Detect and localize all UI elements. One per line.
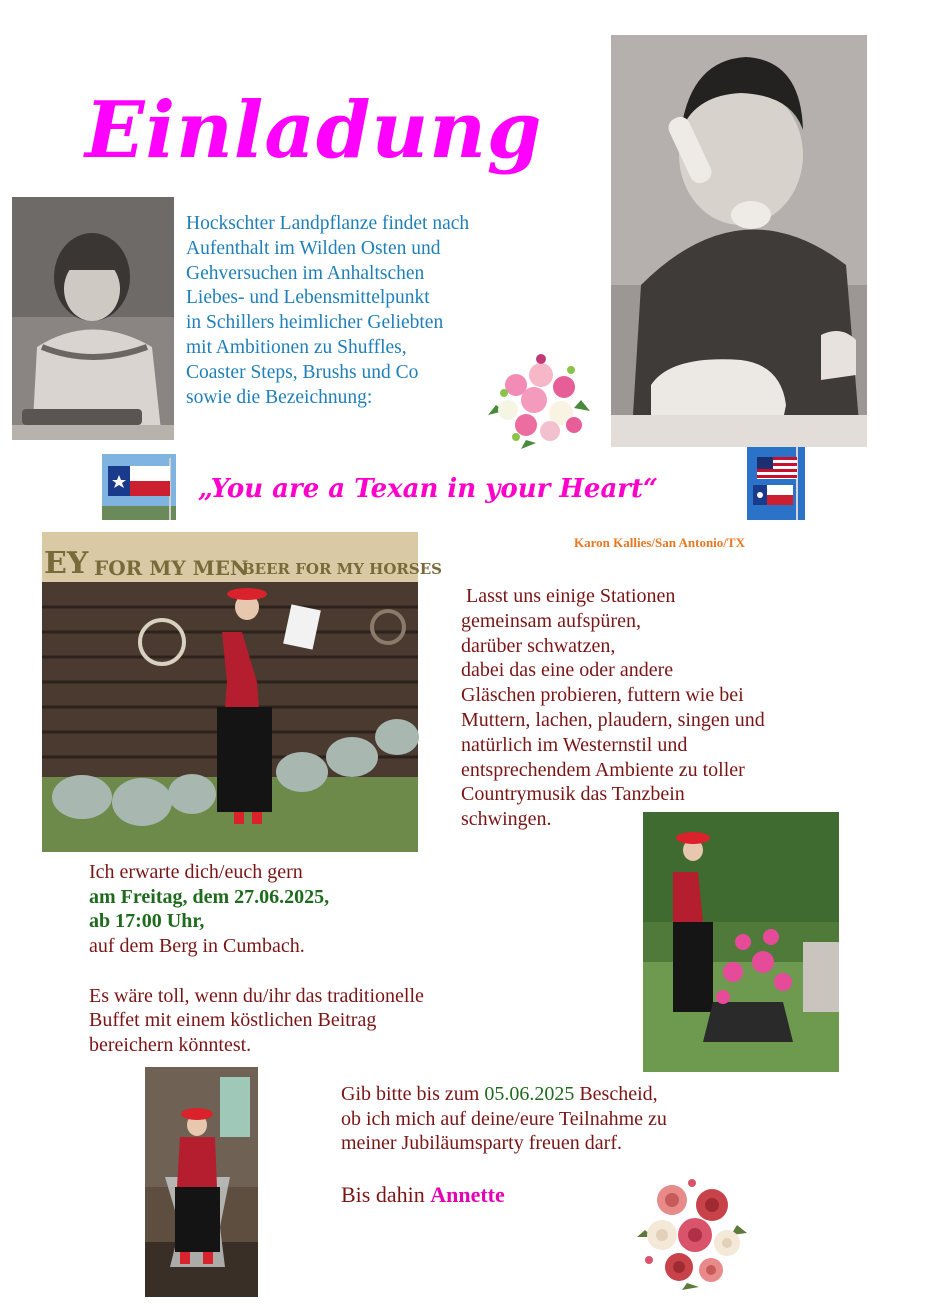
texas-flag-icon bbox=[102, 454, 176, 520]
intro-line: Gehversuchen im Anhaltschen bbox=[186, 262, 425, 284]
flower-bouquet-icon bbox=[486, 345, 592, 450]
buffet-line: Buffet mit einem köstlichen Beitrag bbox=[89, 1009, 377, 1032]
intro-line: Coaster Steps, Brushs und Co bbox=[186, 361, 419, 383]
rsvp-suffix: Bescheid, bbox=[574, 1083, 658, 1105]
rsvp-line bbox=[341, 1082, 667, 1107]
page-title: Einladung bbox=[85, 85, 543, 176]
intro-line: Hockschter Landpflanze findet nach bbox=[186, 213, 470, 234]
stations-line: Countrymusik das Tanzbein bbox=[461, 783, 685, 806]
sign-text: EY bbox=[44, 546, 89, 581]
quote-credit: Karon Kallies/San Antonio/TX bbox=[574, 535, 745, 550]
closing-signature bbox=[341, 1182, 505, 1208]
stations-line: dabei das eine oder andere bbox=[461, 659, 674, 682]
rsvp-prefix: Gib bitte bis zum bbox=[341, 1083, 485, 1105]
intro-line: Aufenthalt im Wilden Osten und bbox=[186, 237, 441, 259]
stations-line: Lasst uns einige Stationen bbox=[461, 585, 676, 607]
stations-line: gemeinsam aufspüren, bbox=[461, 609, 641, 632]
stations-line: entsprechendem Ambiente zu toller bbox=[461, 758, 745, 781]
event-place: auf dem Berg in Cumbach. bbox=[89, 935, 305, 958]
us-texas-flags-icon bbox=[747, 447, 805, 520]
photo-child-girl bbox=[12, 197, 174, 440]
sign-text: FOR MY MEN bbox=[94, 556, 249, 580]
intro-line: sowie die Bezeichnung: bbox=[186, 386, 373, 408]
closing-prefix: Bis dahin bbox=[341, 1182, 431, 1207]
rsvp-deadline: 05.06.2025 bbox=[484, 1083, 575, 1105]
invitation-details bbox=[89, 860, 424, 1058]
texan-quote: „You are a Texan in your Heart“ bbox=[198, 474, 658, 504]
invite-line: Ich erwarte dich/euch gern bbox=[89, 861, 303, 883]
buffet-line: Es wäre toll, wenn du/ihr das traditionelle bbox=[89, 984, 424, 1007]
rsvp-text bbox=[341, 1082, 667, 1156]
event-date: am Freitag, dem 27.06.2025, bbox=[89, 885, 330, 908]
host-name: Annette bbox=[430, 1182, 505, 1207]
photo-garden-flowers bbox=[643, 812, 839, 1072]
intro-line: in Schillers heimlicher Geliebten bbox=[186, 312, 444, 334]
photo-child-boy-telephone bbox=[611, 35, 867, 447]
stations-text bbox=[461, 584, 861, 832]
photo-veranda-chair bbox=[145, 1067, 258, 1297]
stations-line: Muttern, lachen, plaudern, singen und bbox=[461, 708, 765, 731]
event-time: ab 17:00 Uhr, bbox=[89, 910, 205, 933]
sign-text: BEER FOR MY HORSES bbox=[242, 560, 442, 578]
rsvp-line: ob ich mich auf deine/eure Teilnahme zu bbox=[341, 1107, 667, 1130]
buffet-line: bereichern könntest. bbox=[89, 1033, 252, 1056]
stations-line: schwingen. bbox=[461, 808, 552, 831]
intro-line: mit Ambitionen zu Shuffles, bbox=[186, 336, 407, 358]
stations-line: darüber schwatzen, bbox=[461, 634, 616, 657]
rsvp-line: meiner Jubiläumsparty freuen darf. bbox=[341, 1132, 623, 1155]
rose-bouquet-icon bbox=[637, 1175, 747, 1290]
stations-line: Gläschen probieren, futtern wie bei bbox=[461, 684, 744, 707]
stations-line: natürlich im Westernstil und bbox=[461, 733, 688, 756]
intro-line: Liebes- und Lebensmittelpunkt bbox=[186, 287, 430, 309]
photo-western-wall bbox=[42, 532, 442, 852]
